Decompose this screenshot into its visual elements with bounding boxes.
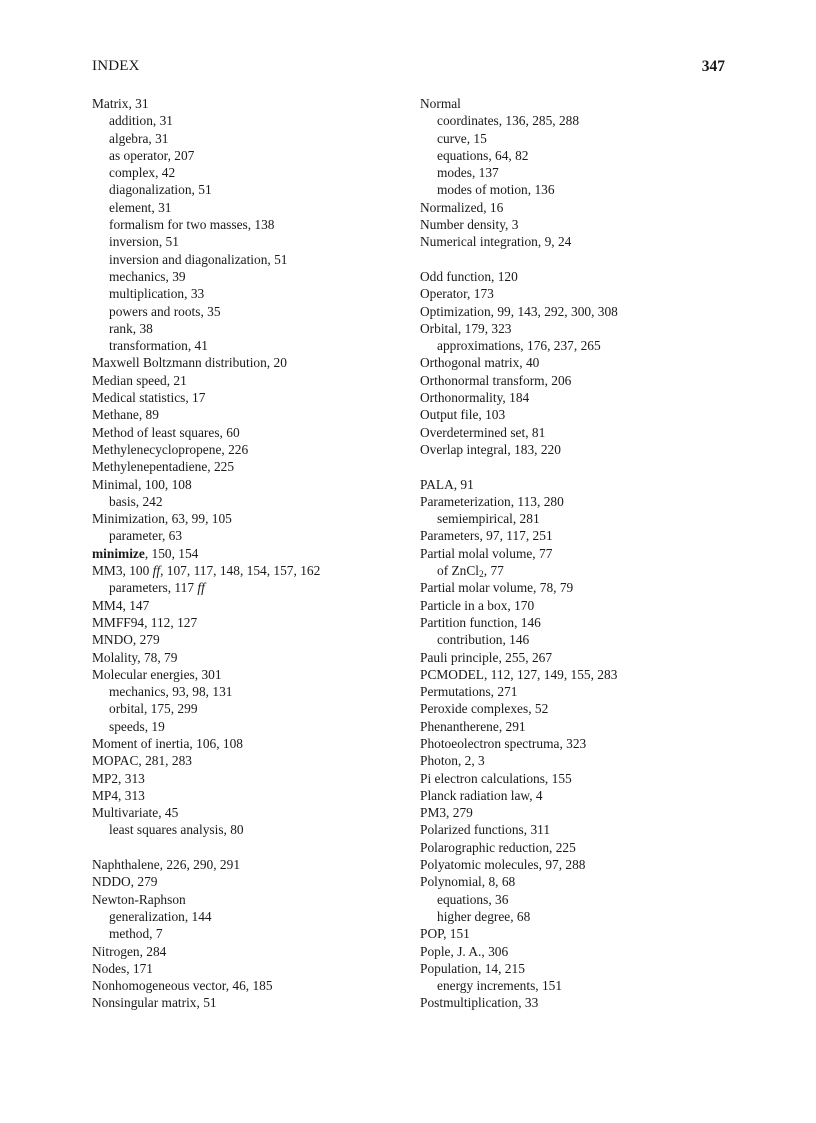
index-entry: Orthonormality, 184 [420,390,530,406]
index-entry: Minimization, 63, 99, 105 [92,511,232,527]
index-entry: Partial molar volume, 78, 79 [420,580,574,596]
index-entry: Molecular energies, 301 [92,666,222,682]
index-entry: MMFF94, 112, 127 [92,614,198,630]
index-subentry: modes of motion, 136 [437,182,555,198]
entry-part: , 107, 117, 148, 154, 157, 162 [160,563,321,579]
index-subentry: approximations, 176, 237, 265 [437,338,601,354]
index-entry: Matrix, 31 [92,96,149,111]
page-number: 347 [701,58,725,75]
index-subentry: equations, 36 [437,891,509,907]
index-subentry: semiempirical, 281 [437,511,540,527]
index-entry: Planck radiation law, 4 [420,787,543,803]
entry-part: , 77 [483,563,504,579]
index-subentry: mechanics, 39 [109,268,186,284]
index-entry: Moment of inertia, 106, 108 [92,735,243,751]
index-subentry: transformation, 41 [109,338,208,354]
index-subentry [92,579,412,596]
index-entry: MNDO, 279 [92,632,160,648]
index-entry: NDDO, 279 [92,874,158,890]
index-entry: Permutations, 271 [420,684,518,700]
index-entry: Population, 14, 215 [420,960,525,976]
index-entry: Orthogonal matrix, 40 [420,355,540,371]
index-entry: Nitrogen, 284 [92,943,167,959]
index-entry: Normalized, 16 [420,199,504,215]
index-entry: Operator, 173 [420,286,494,302]
entry-part: 2 [479,570,484,581]
index-subentry: multiplication, 33 [109,286,205,302]
index-entry: Method of least squares, 60 [92,424,240,440]
index-entry: Methylenepentadiene, 225 [92,459,235,475]
index-entry: Nonsingular matrix, 51 [92,995,217,1011]
index-entry: Methane, 89 [92,407,159,423]
index-entry: Optimization, 99, 143, 292, 300, 308 [420,303,618,319]
index-entry: Parameters, 97, 117, 251 [420,528,553,544]
index-entry: Peroxide complexes, 52 [420,701,549,717]
index-entry: Odd function, 120 [420,268,518,284]
index-entry: Methylenecyclopropene, 226 [92,441,249,457]
index-entry: Overdetermined set, 81 [420,424,546,440]
index-entry: Minimal, 100, 108 [92,476,192,492]
index-entry: POP, 151 [420,926,470,942]
index-entry: Polyatomic molecules, 97, 288 [420,857,586,873]
index-entry [92,562,412,579]
index-entry: Overlap integral, 183, 220 [420,441,561,457]
index-subentry: rank, 38 [109,320,153,336]
index-entry: Photon, 2, 3 [420,753,485,769]
index-subentry: complex, 42 [109,165,176,181]
index-entry: Newton-Raphson [92,891,186,907]
index-entry: Particle in a box, 170 [420,597,535,613]
index-entry: MP2, 313 [92,770,145,786]
index-entry: Multivariate, 45 [92,805,179,821]
index-entry: Median speed, 21 [92,372,187,388]
index-entry: Nodes, 171 [92,960,153,976]
section-gap [420,458,740,475]
index-entry: Partition function, 146 [420,614,541,630]
index-entry: Pople, J. A., 306 [420,943,509,959]
index-subentry: orbital, 175, 299 [109,701,198,717]
index-entry: MOPAC, 281, 283 [92,753,192,769]
index-subentry: method, 7 [109,926,163,942]
index-entry: Phenantherene, 291 [420,718,526,734]
index-entry: PCMODEL, 112, 127, 149, 155, 283 [420,666,618,682]
index-subentry: modes, 137 [437,165,499,181]
index-subentry: inversion and diagonalization, 51 [109,251,288,267]
index-subentry: inversion, 51 [109,234,179,250]
index-subentry: element, 31 [109,199,172,215]
entry-part: of ZnCl [437,563,480,579]
index-subentry: algebra, 31 [109,130,169,146]
entry-part: minimize [92,545,145,561]
index-subentry: powers and roots, 35 [109,303,221,319]
index-subentry [420,562,740,579]
index-entry: Naphthalene, 226, 290, 291 [92,857,241,873]
index-subentry: generalization, 144 [109,908,212,924]
index-subentry: contribution, 146 [437,632,530,648]
index-subentry: equations, 64, 82 [437,147,529,163]
entry-part: ff [197,580,205,596]
index-subentry: parameter, 63 [109,528,183,544]
running-head [92,58,725,78]
entry-part: parameters, 117 [109,580,198,596]
index-subentry: as operator, 207 [109,147,195,163]
index-entry: Maxwell Boltzmann distribution, 20 [92,355,287,371]
index-column-right [420,95,740,1012]
index-subentry: coordinates, 136, 285, 288 [437,113,580,129]
index-entry: Photoeolectron spectruma, 323 [420,735,587,751]
index-entry: Polynomial, 8, 68 [420,874,516,890]
index-entry: Polarized functions, 311 [420,822,551,838]
index-entry: Pauli principle, 255, 267 [420,649,553,665]
index-entry: Nonhomogeneous vector, 46, 185 [92,978,273,994]
index-subentry: higher degree, 68 [437,908,531,924]
index-entry: Polarographic reduction, 225 [420,839,576,855]
index-entry: MP4, 313 [92,787,145,803]
index-subentry: speeds, 19 [109,718,165,734]
index-entry [92,545,412,562]
index-subentry: curve, 15 [437,130,487,146]
running-head-title: INDEX [92,58,140,74]
index-subentry: basis, 242 [109,493,163,509]
index-subentry: formalism for two masses, 138 [109,217,275,233]
index-entry: Numerical integration, 9, 24 [420,234,572,250]
index-entry: PALA, 91 [420,476,474,492]
index-entry: Number density, 3 [420,217,519,233]
section-gap [92,839,412,856]
index-entry: Molality, 78, 79 [92,649,178,665]
index-entry: Pi electron calculations, 155 [420,770,572,786]
entry-part: , 150, 154 [144,545,199,561]
index-entry: MM4, 147 [92,597,150,613]
index-subentry: mechanics, 93, 98, 131 [109,684,233,700]
index-subentry: energy increments, 151 [437,978,563,994]
section-gap [420,251,740,268]
index-entry: Medical statistics, 17 [92,390,206,406]
index-entry: Normal [420,96,461,111]
index-entry: Orbital, 179, 323 [420,320,512,336]
index-entry: Partial molal volume, 77 [420,545,553,561]
index-entry: PM3, 279 [420,805,473,821]
index-subentry: addition, 31 [109,113,173,129]
index-column-left [92,95,412,1012]
entry-part: ff [152,563,161,579]
index-subentry: diagonalization, 51 [109,182,212,198]
index-entry: Parameterization, 113, 280 [420,493,564,509]
index-entry: Orthonormal transform, 206 [420,372,572,388]
index-subentry: least squares analysis, 80 [109,822,244,838]
index-entry: Postmultiplication, 33 [420,995,539,1011]
entry-part: MM3, 100 [92,563,153,579]
index-entry: Output file, 103 [420,407,506,423]
